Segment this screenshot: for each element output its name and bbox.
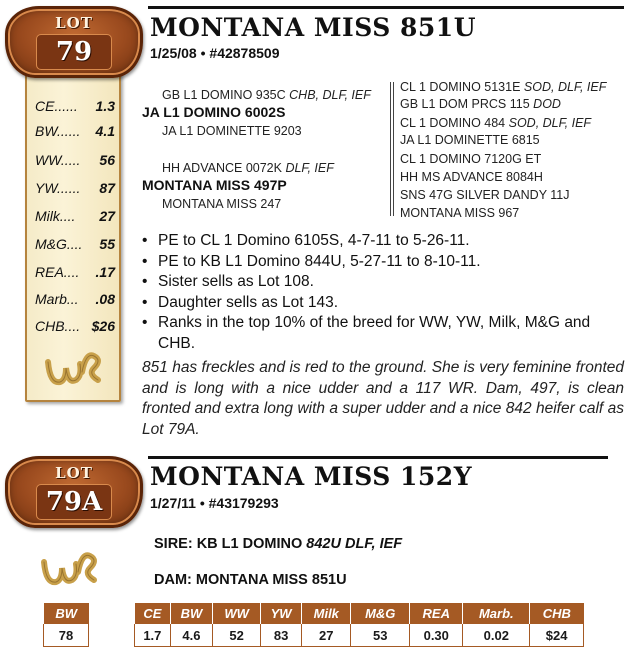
table-cell: 0.30 [410, 624, 463, 647]
animal-name: MONTANA MISS 851U [150, 13, 477, 42]
pedigree-g7: SNS 47G SILVER DANDY 11J [400, 188, 570, 202]
table-cell: 4.6 [170, 624, 212, 647]
table-row [135, 624, 584, 647]
sire-line: SIRE: KB L1 DOMINO 842U DLF, IEF [154, 536, 403, 552]
pedigree-dam-dam: MONTANA MISS 247 [162, 197, 282, 211]
note-item: • Daughter sells as Lot 143. [142, 293, 612, 314]
note-item: • Sister sells as Lot 108. [142, 272, 612, 293]
table-cell: 0.02 [463, 624, 530, 647]
epd-row-bw: BW...... 4.1 [35, 123, 115, 139]
epd-row-yw: YW...... 87 [35, 180, 115, 196]
pedigree-sire-dam: JA L1 DOMINETTE 9203 [162, 124, 302, 138]
description: 851 has freckles and is red to the ground. She is very feminine fronted and is long with a nice udder and a 117 WR. Dam, 497, is clean fronted and extra long with a super udder and a nice 842 heifer calf as Lot 79A. [142, 359, 624, 438]
bw-table [43, 603, 89, 647]
epd-row-rea: REA.... .17 [35, 264, 115, 280]
animal-name: MONTANA MISS 152Y [150, 462, 473, 491]
note-item: • PE to CL 1 Domino 6105S, 4-7-11 to 5-26-11. [142, 231, 612, 252]
header-rule [148, 6, 624, 9]
table-header: BW [170, 603, 212, 624]
table-header: YW [261, 603, 302, 624]
epd-row-ww: WW..... 56 [35, 152, 115, 168]
note-item: • PE to KB L1 Domino 844U, 5-27-11 to 8-10-11. [142, 252, 612, 273]
table-cell: 83 [261, 624, 302, 647]
birth-registration: 1/25/08 • #42878509 [150, 45, 280, 61]
pedigree-divider [393, 82, 394, 216]
table-cell: 53 [351, 624, 410, 647]
table-header: BW [44, 603, 89, 624]
table-header: CHB [530, 603, 584, 624]
pedigree-g6: HH MS ADVANCE 8084H [400, 170, 543, 184]
table-header: CE [135, 603, 171, 624]
brand-mark-icon [38, 546, 102, 592]
notes-list [142, 231, 612, 354]
pedigree-sire-sire: GB L1 DOMINO 935C CHB, DLF, IEF [162, 88, 371, 102]
table-header-row [135, 603, 584, 624]
epd-panel [25, 72, 121, 402]
pedigree-g8: MONTANA MISS 967 [400, 206, 520, 220]
pedigree-dam: MONTANA MISS 497P [142, 177, 287, 193]
pedigree-dam-sire: HH ADVANCE 0072K DLF, IEF [162, 161, 334, 175]
table-header: Milk [302, 603, 351, 624]
epd-row-chb: CHB.... $26 [35, 318, 115, 334]
pedigree-sire: JA L1 DOMINO 6002S [142, 104, 286, 120]
epd-row-marb: Marb... .08 [35, 291, 115, 307]
header-rule [148, 456, 608, 459]
epd-row-milk: Milk.... 27 [35, 208, 115, 224]
pedigree-g3: CL 1 DOMINO 484 SOD, DLF, IEF [400, 116, 592, 130]
table-header: Marb. [463, 603, 530, 624]
table-cell: $24 [530, 624, 584, 647]
table-cell: 78 [44, 624, 89, 647]
pedigree-g1: CL 1 DOMINO 5131E SOD, DLF, IEF [400, 80, 607, 94]
pedigree-g2: GB L1 DOM PRCS 115 DOD [400, 97, 561, 111]
table-header: WW [213, 603, 261, 624]
pedigree-divider [390, 82, 391, 216]
table-cell: 52 [213, 624, 261, 647]
table-header: REA [410, 603, 463, 624]
epd-row-mg: M&G.... 55 [35, 236, 115, 252]
brand-mark-icon [42, 346, 106, 392]
note-item: • Ranks in the top 10% of the breed for WW, YW, Milk, M&G and CHB. [142, 313, 612, 354]
lot-badge-79a: LOT 79A [5, 456, 143, 528]
pedigree-g5: CL 1 DOMINO 7120G ET [400, 152, 542, 166]
epd-table [134, 603, 584, 647]
birth-registration: 1/27/11 • #43179293 [150, 495, 279, 511]
dam-line: DAM: MONTANA MISS 851U [154, 572, 347, 588]
lot-badge-79: LOT 79 [5, 6, 143, 78]
pedigree-g4: JA L1 DOMINETTE 6815 [400, 133, 540, 147]
table-cell: 27 [302, 624, 351, 647]
table-cell: 1.7 [135, 624, 171, 647]
epd-row-ce: CE...... 1.3 [35, 98, 115, 114]
table-header: M&G [351, 603, 410, 624]
